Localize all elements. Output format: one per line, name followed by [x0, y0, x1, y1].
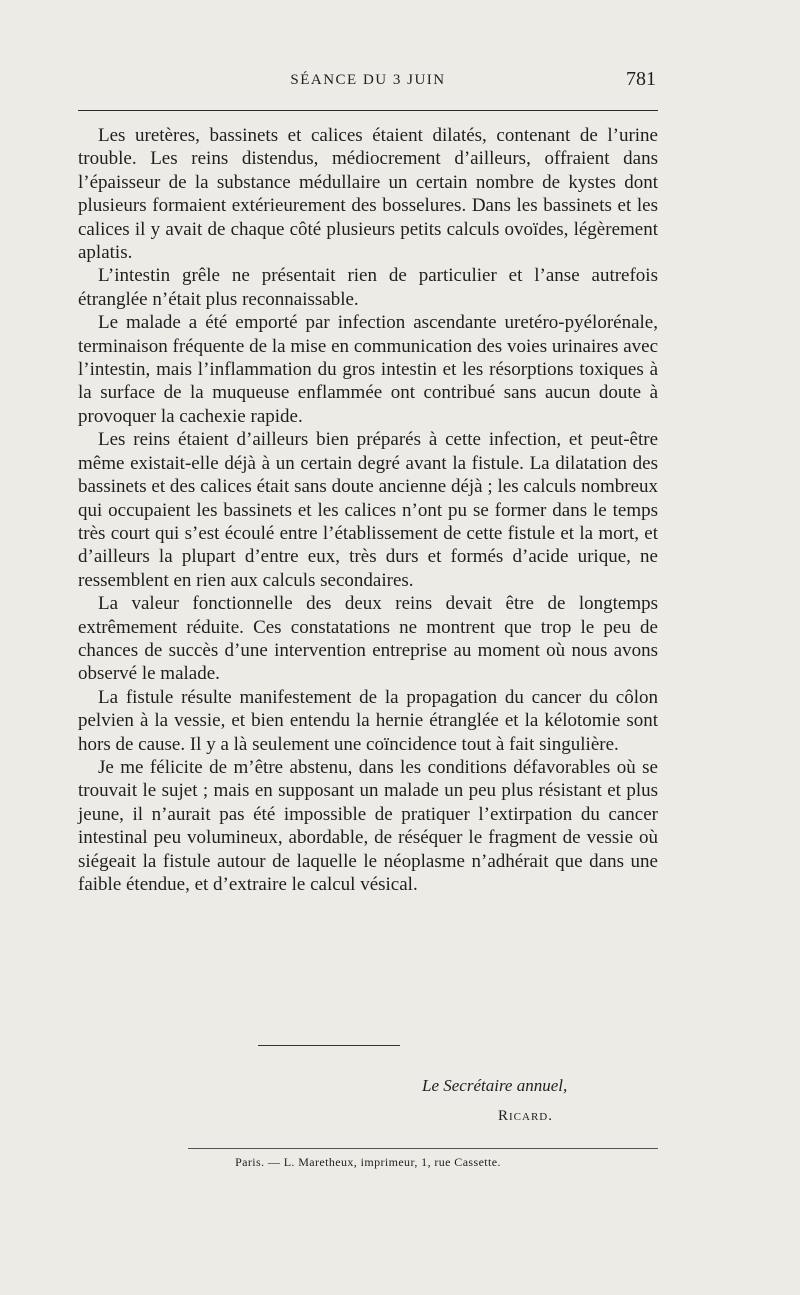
- paragraph: Je me félicite de m’être abstenu, dans les conditions défavorables où se trouvait le sujet ; mais en supposant un malade un peu plus résistant et plus jeune, il n’aurait pas été impossible de pratiquer l’extirpation du cancer intestinal peu volumineux, abordable, de réséquer le fragment de vessie où siégeait la fistule autour de laquelle le néoplasme n’adhérait que dans une faible étendue, et d’extraire le calcul vésical.: [78, 756, 658, 895]
- signature-role: Le Secrétaire annuel,: [422, 1076, 568, 1095]
- running-title: SÉANCE DU 3 JUIN: [290, 72, 446, 88]
- paragraph: Les uretères, bassinets et calices étaient dilatés, contenant de l’urine trouble. Les reins distendus, médiocrement d’ailleurs, offraient dans l’épaisseur de la substance médullaire un certain nombre de kystes dont plusieurs formaient extérieurement des bosselures. Dans les bassinets et les calices il y avait de chaque côté plusieurs petits calculs ovoïdes, légèrement aplatis.: [78, 125, 658, 264]
- signature-name: Ricard.: [498, 1108, 553, 1124]
- page-header: [78, 68, 658, 94]
- paragraph: La valeur fonctionnelle des deux reins devait être de longtemps extrêmement réduite. Ces constatations ne montrent que trop le peu de chances de succès d’une intervention entreprise au moment où nous avons observé le malade.: [78, 593, 658, 685]
- paragraph: L’intestin grêle ne présentait rien de particulier et l’anse autrefois étranglée n’était plus reconnaissable.: [78, 265, 658, 310]
- paragraph: Les reins étaient d’ailleurs bien préparés à cette infection, et peut-être même existait-elle déjà à un certain degré avant la fistule. La dilatation des bassinets et des calices était sans doute ancienne déjà ; les calculs nombreux qui occupaient les bassinets et les calices n’ont pu se former dans le temps très court qui s’est écoulé entre l’établissement de cette fistule et la mort, et d’ailleurs la plupart d’entre eux, très durs et formés d’acide urique, ne ressemblent en rien aux calculs secondaires.: [78, 429, 658, 591]
- body-text: [78, 124, 658, 896]
- page-number: 781: [626, 68, 656, 90]
- section-divider: [258, 1045, 400, 1046]
- header-rule: [78, 110, 658, 111]
- paragraph: Le malade a été emporté par infection ascendante uretéro-pyélorénale, terminaison fréquente de la mise en communication des voies urinaires avec l’intestin, mais l’inflammation du gros intestin et les résorptions toxiques à la surface de la muqueuse enflammée ont contribué sans aucun doute à provoquer la cachexie rapide.: [78, 312, 658, 427]
- paragraph: La fistule résulte manifestement de la propagation du cancer du côlon pelvien à la vessie, et bien entendu la hernie étranglée et la kélotomie sont hors de cause. Il y a là seulement une coïncidence tout à fait singulière.: [78, 686, 658, 755]
- footer-rule: [188, 1148, 658, 1149]
- printer-imprint: Paris. — L. Maretheux, imprimeur, 1, rue Cassette.: [235, 1155, 501, 1169]
